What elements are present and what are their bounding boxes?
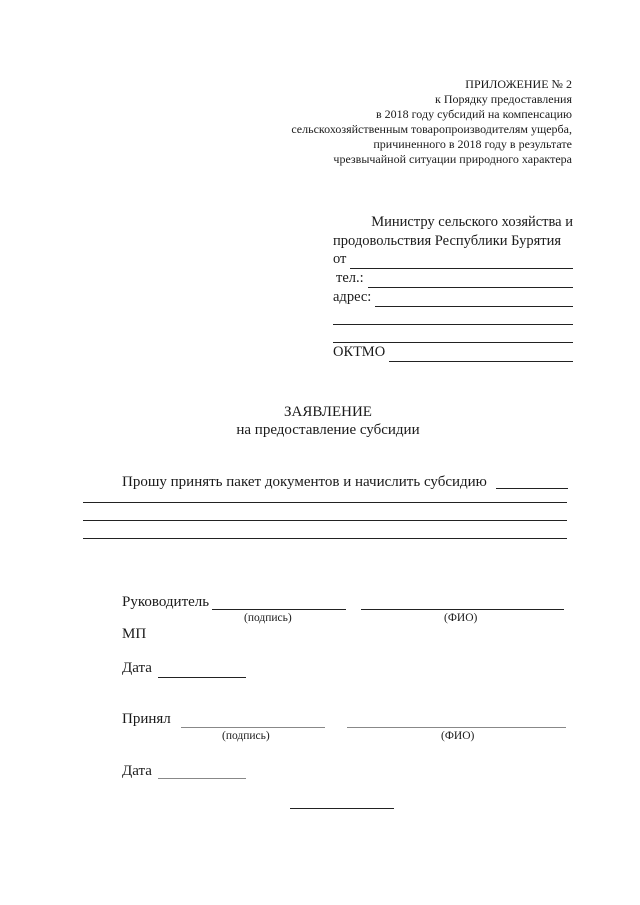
oktmo-label: ОКТМО bbox=[333, 344, 386, 360]
date-blank-2[interactable] bbox=[158, 778, 246, 779]
accepted-name-blank[interactable] bbox=[347, 727, 566, 728]
head-name-caption: (ФИО) bbox=[444, 612, 478, 624]
appendix-line: сельскохозяйственным товаропроизводителям ущерба, bbox=[291, 122, 572, 136]
request-blank-line-3[interactable] bbox=[83, 538, 567, 539]
from-label: от bbox=[333, 251, 347, 267]
stamp-label: МП bbox=[122, 626, 147, 642]
appendix-header bbox=[291, 77, 572, 167]
head-signature-blank[interactable] bbox=[212, 609, 346, 610]
date-label: Дата bbox=[122, 660, 152, 676]
head-name-blank[interactable] bbox=[361, 609, 564, 610]
phone-label: тел.: bbox=[336, 270, 364, 286]
recipient-line-1: Министру сельского хозяйства и bbox=[371, 214, 573, 230]
subsidy-amount-blank[interactable] bbox=[496, 488, 568, 489]
head-label: Руководитель bbox=[122, 594, 210, 610]
appendix-line: причиненного в 2018 году в результате bbox=[373, 137, 572, 151]
end-separator bbox=[290, 808, 394, 809]
appendix-line: ПРИЛОЖЕНИЕ № 2 bbox=[465, 77, 572, 91]
from-field[interactable] bbox=[333, 251, 573, 269]
request-blank-line-2[interactable] bbox=[83, 520, 567, 521]
from-blank[interactable] bbox=[350, 255, 573, 269]
accepted-label: Принял bbox=[122, 711, 171, 727]
accepted-signature-blank[interactable] bbox=[181, 727, 325, 728]
phone-blank[interactable] bbox=[368, 274, 573, 288]
oktmo-field[interactable] bbox=[333, 344, 573, 362]
request-blank-line-1[interactable] bbox=[83, 502, 567, 503]
title-heading: ЗАЯВЛЕНИЕ bbox=[284, 404, 372, 420]
appendix-line: в 2018 году субсидий на компенсацию bbox=[376, 107, 572, 121]
date-label-2: Дата bbox=[122, 763, 152, 779]
address-blank-line-3[interactable] bbox=[333, 325, 573, 343]
address-blank-line-2[interactable] bbox=[333, 307, 573, 325]
oktmo-blank[interactable] bbox=[389, 348, 573, 362]
recipient-block bbox=[333, 213, 573, 362]
appendix-line: к Порядку предоставления bbox=[434, 92, 572, 106]
phone-field[interactable] bbox=[333, 270, 573, 288]
title-subheading: на предоставление субсидии bbox=[236, 422, 420, 438]
document-title bbox=[0, 403, 640, 439]
accepted-name-caption: (ФИО) bbox=[441, 730, 475, 742]
accepted-signature-caption: (подпись) bbox=[222, 730, 270, 742]
address-field[interactable] bbox=[333, 289, 573, 307]
appendix-line: чрезвычайной ситуации природного характера bbox=[333, 152, 572, 166]
address-blank[interactable] bbox=[375, 293, 573, 307]
date-blank[interactable] bbox=[158, 677, 246, 678]
recipient-line-2: продовольствия Республики Бурятия bbox=[333, 233, 562, 249]
request-text: Прошу принять пакет документов и начислить субсидию bbox=[122, 474, 487, 490]
head-signature-caption: (подпись) bbox=[244, 612, 292, 624]
address-label: адрес: bbox=[333, 289, 372, 305]
